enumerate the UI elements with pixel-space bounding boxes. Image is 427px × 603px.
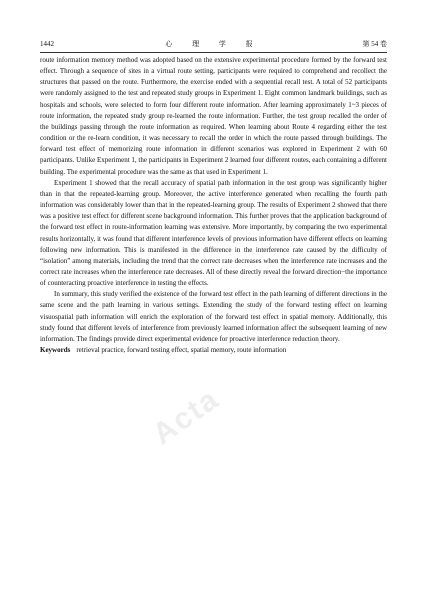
abstract-body [40,55,387,356]
abstract-paragraph-summary: In summary, this study verified the existence of the forward test effect in the path learning of different directions in the same scene and the path learning in various settings. Extending the study of the forward testing effect on learning visuospatial path information will enrich the exploration of the forward test effect in spatial memory. Additionally, this study found that different levels of interference from previously learned information affect the subsequent learning of new information. The findings provide direct experimental evidence for proactive interference reduction theory. [40,290,387,343]
header-rule [40,52,387,53]
keywords-line [40,345,387,356]
watermark: Acta [146,382,226,452]
journal-title: 心 理 学 报 [165,40,262,48]
abstract-paragraph-continued: route information memory method was adopted based on the extensive experimental procedure formed by the forward test effect. Through a sequence of sites in a virtual route setting, participants were required to comprehend and recollect the structures that passed on the route. Furthermore, the exercise ended with a sequential recall test. A total of 52 participants were randomly assigned to the test and repeated study groups in Experiment 1. Eight common landmark buildings, such as hospitals and schools, were selected to form four different route information. After learning approximately 1~3 pieces of route information, the repeated study group re-learned the route information. Further, the test group recalled the order of the buildings passing through the route information as required. When learning about Route 4 regarding either the test condition or the re-learn condition, it was necessary to recall the order in which the route passed through buildings. The forward test effect of memorizing route information in different scenarios was explored in Experiment 2 with 60 participants. Unlike Experiment 1, the participants in Experiment 2 learned four different routes, each containing a different building. The experimental procedure was the same as that used in Experiment 1. [40,56,387,176]
volume-label: 第 54 卷 [362,40,387,48]
page-number: 1442 [40,40,54,48]
abstract-paragraph-results: Experiment 1 showed that the recall accuracy of spatial path information in the test group was significantly higher than in that the repeated-learning group. Moreover, the active interference generated when recalling the fourth path information was considerably lower than that in the repeated-learning group. The results of Experiment 2 showed that there was a positive test effect for different scene background information. This further proves that the application background of the forward test effect in route-information learning was extensive. More importantly, by comparing the two experimental results horizontally, it was found that different interference levels of previous information have different effects on learning following new information. This is manifested in the difference in the interference rate caused by the difficulty of “isolation” among materials, including the trend that the correct rate decreases when the interference rate increases and the correct rate increases when the interference rate decreases. All of these directly reveal the forward direction−the importance of counteracting proactive interference in testing the effects. [40,178,387,288]
keywords-label: Keywords [40,346,71,355]
running-header [40,39,387,49]
keywords-text: retrieval practice, forward testing effect, spatial memory, route information [76,346,287,355]
